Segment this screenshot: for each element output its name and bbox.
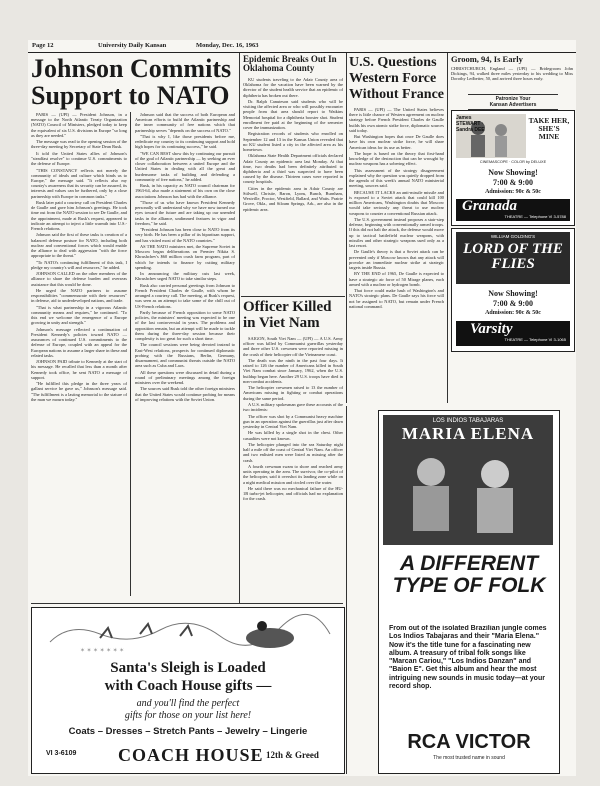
coach-line-1: Santa's Sleigh is Loaded: [110, 660, 266, 676]
nato-paragraph: Rusk later paid a courtesy call on President Charles de Gaulle and gave him Johnson's greetings. He took time out from the NATO session to see De Gaulle, and the appointment, made at Rusk's request, appeared to indicate an attempt to inject a little warmth into U.S.-French relations.: [31, 200, 127, 232]
questions-paragraph: BY THE END of 1965, De Gaulle is expected to have a strategic air force of 50 Mirage planes, each armed with a nuclear or hydrogen bomb.: [349, 271, 444, 287]
granada-theatre-name: Granada: [462, 198, 518, 214]
rca-body: From out of the isolated Brazilian jungle comes Los Indios Tabajaras and their "Maria Elena." Now it's the title tune for a fascinating new album. A treasury of tribal folk songs like "Marcan Cariou," "Los Indios Danzan" and "Baion E". Get this album and hear the most intriguing new sounds in music today—at your record shop.: [389, 625, 547, 691]
officer-headline-block: [243, 299, 343, 331]
coach-address: 12th & Greed: [266, 750, 319, 760]
questions-paragraph: De Gaulle's theory is that a Soviet attack can be prevented only if Moscow knows that any attack will provoke an immediate nuclear strike at strategic targets inside Russia.: [349, 249, 444, 271]
svg-text:✶ ✶ ✶ ✶ ✶ ✶ ✶: ✶ ✶ ✶ ✶ ✶ ✶ ✶: [80, 648, 125, 654]
nato-column-1: [31, 112, 127, 598]
groom-block: [451, 55, 573, 81]
nato-paragraph: "To NATO's continuing fulfillment of this task, I pledge my country's will and resources," he added.: [31, 259, 127, 270]
paper-name: University Daily Kansan: [98, 42, 167, 49]
questions-headline-block: [349, 55, 444, 103]
nato-headline: Johnson Commits Support to NATO: [31, 54, 232, 110]
varsity-ad: [451, 228, 575, 352]
officer-paragraph: The officer was shot by a Communist heavy machine gun in an operation against the guerrillas just after dawn yesterday in Central Viet Nam.: [243, 413, 343, 429]
varsity-theatre-banner: [456, 321, 570, 346]
nato-paragraph: Johnson said that the success of both European and American efforts to build the Atlantic partnership and the inner community of free nations which that partnership serves "depends on the success of NATO.": [135, 112, 235, 133]
questions-paragraph: The hope is based on the theory that first-hand knowledge of the destruction that can be wrought by nuclear weapons has a sobering effect.: [349, 151, 444, 167]
nato-paragraph: The council sessions were being devoted instead to East-West relations, prospects for continued diplomatic probing with the Russians, Berlin, Germany, disarmament, and communist threats outside the NATO area such as Cuba and Laos.: [135, 342, 235, 369]
santa-sleigh-illustration: [40, 612, 336, 656]
coach-phone: VI 3-6109: [46, 750, 77, 757]
nato-paragraph: JOHNSON PAID tribute to Kennedy at the start of his message. He recalled that less than a month after Kennedy took office, he sent NATO a message of support.: [31, 359, 127, 380]
questions-paragraph: PARIS — (UPI) — The United States believes there is little chance of Western agreement on nuclear strategy before French President Charles de Gaulle builds his own atomic strike force, diplomatic sources said today.: [349, 107, 444, 133]
epidemic-paragraph: Dr. Ralph Canuteson said students who will be visiting the affected area or who will possibly encounter people from that area should report to Watkins Memorial hospital for a diphtheria booster shot. Student enrollment fee paid at the beginning of the semester cover the immunization.: [243, 99, 343, 131]
album-artist: LOS INDIOS TABAJARAS: [432, 418, 504, 424]
officer-paragraph: He said there was no mechanical failure of the HU-1B turbo-jet helicopter, and officials had no explanation for the crash.: [243, 485, 343, 502]
nato-paragraph: All these questions were discussed in detail during a round of preliminary meetings among the foreign ministers over the weekend.: [135, 369, 235, 386]
officer-paragraph: A U.S. military spokesman gave these accounts of the two incidents:: [243, 402, 343, 413]
nato-paragraph: "That is what partnership in a vigorous Atlantic community means and requires," he continued. "To this end we welcome the emergence of a Europe growing in unity and strength.": [31, 304, 127, 326]
officer-paragraph: The death was the ninth in the past four days. It raised to 126 the number of Americans killed in South Viet Nam combat since January, 1962, when the U.S. buildup began here. Another 29 U.S. troops have died in non-combat accidents.: [243, 358, 343, 384]
coach-line-4: gifts for those on your list here!: [124, 710, 252, 721]
questions-paragraph: That force could make hash of Washington's and NATO's strategic plans. De Gaulle says his force will not be assigned to NATO, but remain under French national command.: [349, 288, 444, 309]
nato-paragraph: PARIS — (UPI) — President Johnson, in a message to the North Atlantic Treaty Organization (NATO) Council of Ministers, pledged today to keep the equivalent of six U.S. divisions in Europe "so long as they are needed.": [31, 112, 127, 138]
questions-headline: U.S. Questions Western Force Without France: [349, 55, 445, 102]
coach-line-2: with Coach House gifts —: [104, 678, 272, 694]
page-header: [28, 40, 576, 53]
nato-paragraph: It told the United States allies of Johnson's "steadfast resolve" to continue U.S. commitments to the defense of Europe.: [31, 150, 127, 167]
album-title: MARIA ELENA: [401, 424, 535, 443]
nato-headline-block: [31, 55, 237, 109]
column-rule: [346, 53, 347, 403]
epidemic-paragraph: KU students traveling to the Adair County area of Oklahoma for the vacation have been warned by the director of the student health service that an epidemic of diphtheria has broken out there.: [243, 77, 343, 98]
epidemic-headline: Epidemic Breaks Out In Oklahoma County: [243, 54, 337, 73]
officer-paragraph: SAIGON, South Viet Nam — (UPI) — A U.S. Army officer was killed by Communist guerrillas yesterday and three other U.S. crewmen were reported missing in the crash of their helicopter off the Vietnamese coast.: [243, 336, 343, 357]
epidemic-paragraph: Cities in the epidemic area in Adair County are Stilwell, Christie, Baron, Lyons, Bunch, Burnham, Westville, Proctor, Westfield, Ballard, and Watts. Prairie Grove, Okla., and Siloam Springs, Ark., are also in the epidemic area.: [243, 185, 343, 212]
nato-paragraph: Rusk also carried personal greetings from Johnson to French President Charles de Gaulle, with whom he arranged a courtesy call. The meeting, at Rusk's request, was seen as an attempt to take some of the chill out of US-French relations.: [135, 282, 235, 309]
epidemic-body: [243, 77, 343, 293]
officer-body: [243, 336, 343, 601]
nato-paragraph: The message was read to the opening session of the three-day meeting by Secretary of State Dean Rusk.: [31, 139, 127, 150]
granada-studio: CINEMASCOPE · COLOR by DELUXE: [479, 160, 547, 164]
column-rule: [346, 406, 347, 774]
nato-paragraph: "THIS CONSTANCY reflects not merely the community of ideals and culture which binds us to Europe," the message said. "It reflects also my country's awareness that its security can be assured, its interests and values can be furthered, only by a close partnership with Europe in common tasks.": [31, 167, 127, 199]
groom-text: CHRISTCHURCH, England — (UPI) — Bridegroom John Dickings, 94, walked three miles yesterday to his wedding to Miss Dorothy Ledbetter, 50, and arrived three hours early.: [451, 65, 573, 81]
epidemic-paragraph: Registration records of students who enrolled on September 12 and 13 in the Kansas Union revealed that no KU student listed a city in the affected area as his hometown.: [243, 131, 343, 153]
epidemic-headline-block: [243, 55, 343, 73]
nato-paragraph: Johnson's message reflected a continuation of President Kennedy's policies toward NATO — assurances of continued U.S. commitments to the defense of Europe, coupled with an appeal for the European nations to assume a larger share in these and related tasks.: [31, 326, 127, 358]
nato-paragraph: "President Johnson has been close to NATO from its very birth. He has been a pillar of its bipartisan support, and has visited most of the NATO countries.": [135, 227, 235, 243]
questions-paragraph: But Washington hopes that once De Gaulle does have his own nuclear strike force, he will share American ideas for its use as better.: [349, 134, 444, 150]
varsity-title: LORD OF THE FLIES: [463, 241, 563, 272]
questions-body: [349, 107, 444, 402]
nato-paragraph: Rusk, in his capacity as NATO council chairman for 1963-64, also made a statement of his own on the close associations Johnson has had with the alliance.: [135, 183, 235, 199]
nato-paragraph: Partly because of French opposition to some NATO policies, the ministers' meeting was expected to be one of the last controversial in years. The problems and opposition remain, but an attempt will be made to tackle them during the three-day session because their complexity is too great for such a short time.: [135, 310, 235, 342]
nato-paragraph: AS THE NATO ministers met, the Supreme Soviet in Moscow began deliberations on Premier Nikita S. Khrushchev's $60 million crash farm program, part of which he intends to finance by cutting military spending.: [135, 244, 235, 270]
granada-phone: THEATRE — Telephone VI 3-5788: [504, 214, 566, 219]
granada-admission: Admission: 90c & 50c: [485, 189, 541, 195]
page-number: Page 12: [32, 42, 54, 49]
granada-ad: [451, 110, 575, 226]
coach-line-3: and you'll find the perfect: [136, 698, 240, 709]
groom-headline: Groom, 94, Is Early: [451, 54, 523, 64]
questions-paragraph: BECAUSE IT LACKS an anti-missile missile and is exposed to a Soviet attack that could kill 100 million Americans, Washington doubts that Moscow would take seriously any threat to use nuclear weapons to counter a conventional Russian attack.: [349, 189, 444, 216]
nato-paragraph: He urged the NATO partners to assume responsibilities "commensurate with their resources" in defense, aid to underdeveloped nations, and trade.: [31, 288, 127, 304]
rca-tagline: A DIFFERENT TYPE OF FOLK: [392, 552, 546, 597]
coach-items: Coats – Dresses – Stretch Pants – Jewelry – Lingerie: [68, 726, 308, 737]
column-rule: [239, 53, 240, 603]
newspaper-page: [28, 40, 576, 776]
varsity-admission: Admission: 90c & 50c: [485, 310, 541, 316]
album-cover: [383, 415, 553, 545]
nato-paragraph: "He fulfilled this pledge in the three years of gallant service he gave us," Johnson's message said. "The fulfillment is a lasting memorial to the stature of the man we mourn today.": [31, 381, 127, 402]
nato-paragraph: "Those of us who have known President Kennedy personally will understand why we have now turned our eyes toward the future and are taking up our unended tasks in the alliance, undimmed features in vigor and freedom," he said.: [135, 200, 235, 226]
epidemic-paragraph: Oklahoma State Health Department officials declared Adair County an epidemic area last Monday. At that time, two deaths had been definitely attributed to diphtheria and a third was suspected to have been caused by the disease. Thirteen cases were reported in county hospitals.: [243, 153, 343, 185]
granada-showtimes: 7:00 & 9:00: [493, 178, 533, 187]
granada-title: TAKE HER, SHE'S MINE: [528, 116, 570, 141]
varsity-showtimes: 7:00 & 9:00: [493, 299, 533, 308]
granada-now-showing: Now Showing!: [488, 168, 538, 177]
officer-paragraph: A fourth crewman swam to shore and reached army units operating in the area. The survivor, the co-pilot of the helicopter, said it overshot its landing zone while on a night medical mission and circled over the water.: [243, 463, 343, 485]
granada-stars: James STEWART · Sandra DEE: [456, 115, 485, 133]
coach-house-ad: [31, 607, 345, 774]
album-photo: [383, 444, 553, 539]
rca-victor-ad: [378, 410, 560, 774]
officer-headline: Officer Killed in Viet Nam: [243, 299, 332, 331]
questions-paragraph: The U.S. government instead proposes a stair-step defense, beginning with conventionally armed troops. If this did not halt the attack, the defense would move up to tactical battlefield nuclear weapons, with missiles and other strategic weapons used only as a last resort.: [349, 217, 444, 249]
nato-column-2: [135, 112, 235, 598]
patronize-line-2: Kansan Advertisers: [489, 102, 537, 108]
officer-paragraph: He was killed by a single shot in the chest. Other casualties were not known.: [243, 430, 343, 441]
nato-paragraph: "That is why I, like those presidents before me, rededicate my country to its continuing support and hold high hopes for its continuing success," he said.: [135, 134, 235, 150]
nato-paragraph: JOHNSON CALLED on the other members of the alliance to share the defense burden and overseas assistance that this would be done.: [31, 271, 127, 287]
patronize-line-1: Patronize Your: [495, 96, 531, 102]
rca-brand: RCA VICTOR: [407, 731, 531, 753]
officer-paragraph: The helicopter plunged into the sea Saturday night half a mile off the coast of Central Viet Nam. An officer and two enlisted men were listed as missing after the crash.: [243, 441, 343, 463]
column-rule: [447, 53, 448, 403]
nato-paragraph: In announcing the military cuts last week, Khrushchev urged NATO to take similar steps.: [135, 271, 235, 282]
varsity-theatre-name: Varsity: [470, 321, 513, 337]
varsity-phone: THEATRE — Telephone VI 3-1065: [504, 337, 566, 342]
issue-date: Monday, Dec. 16, 1963: [196, 42, 259, 49]
patronize-notice: [468, 94, 558, 110]
section-rule: [241, 296, 345, 297]
officer-paragraph: The helicopter crewmen raised to 13 the number of Americans missing in fighting or combat operations during the same period.: [243, 385, 343, 401]
nato-paragraph: Johnson said the first of these tasks is creation of a balanced defense posture for NATO, including both nuclear and conventional forces which would enable the alliance to deal with aggression "with the force appropriate to the threat.": [31, 232, 127, 259]
nato-paragraph: The sources said Rusk told the other foreign ministers that the United States would continue probing for means of improving relations with the Soviet Union.: [135, 386, 235, 402]
rca-slogan: The most trusted name in sound: [433, 755, 505, 761]
granada-theatre-banner: [456, 199, 570, 221]
varsity-author: WILLIAM GOLDING'S: [490, 234, 536, 239]
nato-paragraph: "WE CAN BEST show this by continuing our pursuit of the goal of Atlantic partnership — by seeking an ever closer collaboration between a united Europe and the United States in dealing with all the great and burdensome tasks of building and defending a community of free nations," he added.: [135, 150, 235, 182]
column-rule: [130, 112, 131, 596]
questions-paragraph: This assessment of the strategy disagreement explained why the question was quietly dropped from the agenda of this week's annual NATO ministerial meeting, sources said.: [349, 167, 444, 189]
coach-name: COACH HOUSE: [118, 745, 264, 765]
varsity-now-showing: Now Showing!: [488, 289, 538, 298]
section-rule: [31, 603, 343, 604]
